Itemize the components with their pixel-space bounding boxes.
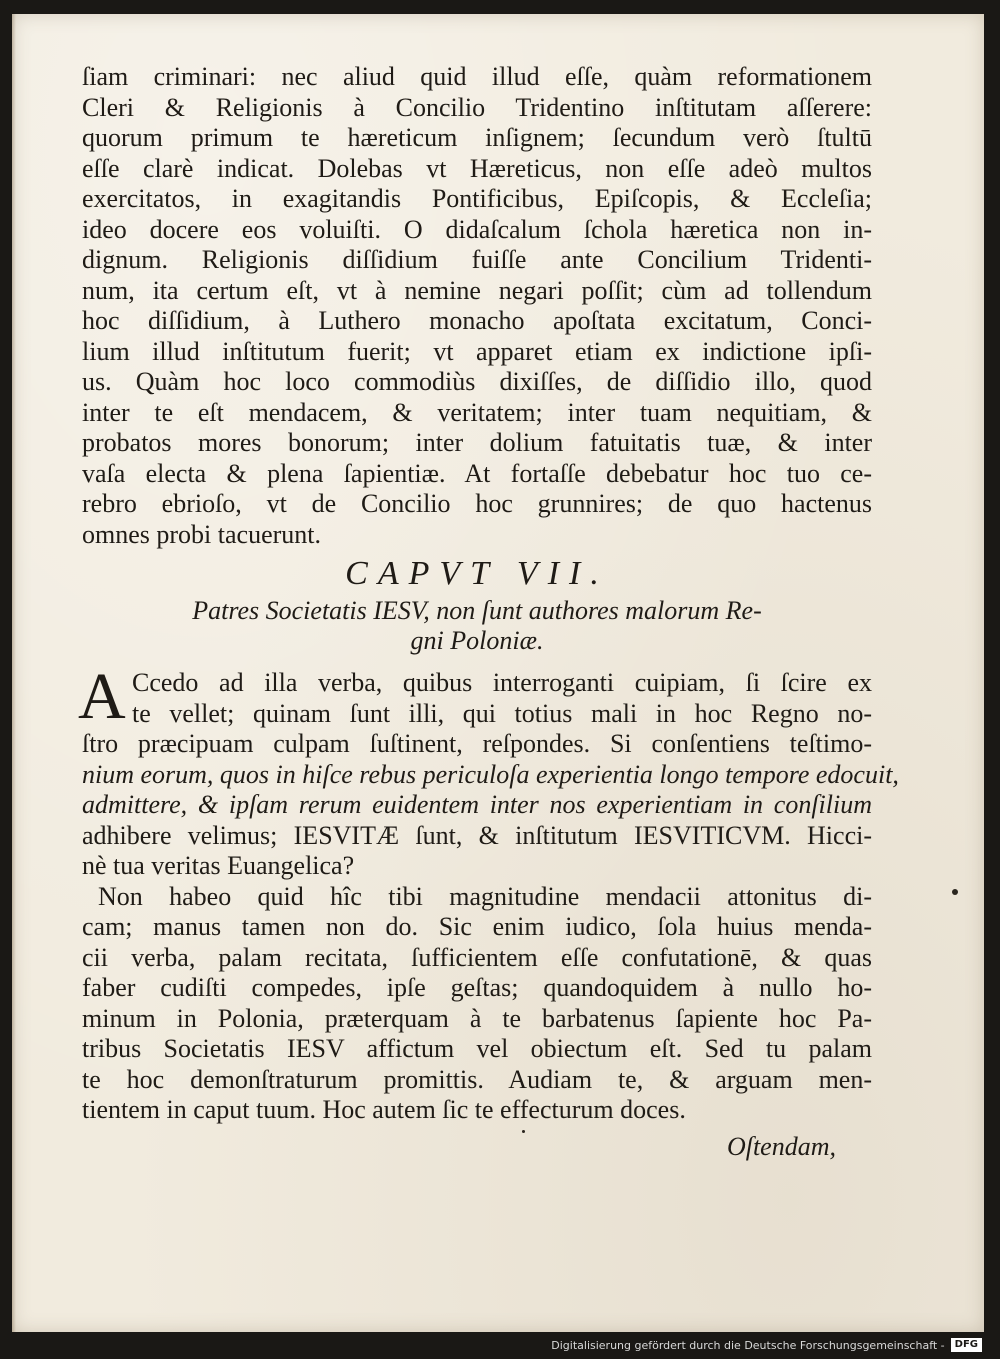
- text-line: probatos mores bonorum; inter dolium fatuitatis tuæ, & inter: [82, 428, 872, 457]
- paragraph-third: [82, 882, 872, 1126]
- footer-credit: Digitalisierung gefördert durch die Deutsche Forschungsgemeinschaft -: [551, 1338, 945, 1352]
- text-line: nè tua veritas Euangelica?: [82, 851, 355, 880]
- chapter-subtitle-line-1: Patres Societatis IESV, non ſunt authores malorum Re-: [192, 596, 762, 625]
- chapter-heading: CAPVT VII.: [345, 555, 609, 592]
- text-line: cam; manus tamen non do. Sic enim iudico, ſola huius menda-: [82, 912, 872, 941]
- text-line: lium illud inſtitutum fuerit; vt apparet etiam ex indictione ipſi-: [82, 336, 872, 366]
- text-line: inter te eſt mendacem, & veritatem; inter tuam nequitiam, &: [82, 397, 872, 427]
- chapter-subtitle-line-2: gni Poloniæ.: [410, 626, 544, 655]
- text-line: vaſa electa & plena ſapientiæ. At fortaſſe debebatur hoc tuo ce-: [82, 458, 872, 488]
- text-line: cii verba, palam recitata, ſufficientem eſſe confutationē, & quas: [82, 942, 872, 972]
- page-left-edge: [12, 14, 16, 1332]
- text-line: omnes probi tacuerunt.: [82, 519, 321, 549]
- text-line: ſtro præcipuam culpam ſuſtinent, reſpondes. Si conſentiens teſtimo-: [82, 729, 872, 758]
- paragraph-top: [82, 62, 872, 550]
- text-line: admittere, & ipſam rerum euidentem inter nos experientiam in conſilium: [82, 790, 872, 819]
- page-text: [78, 62, 899, 1126]
- text-line: exercitatos, in exagitandis Pontificibus, Epiſcopis, & Eccleſia;: [82, 184, 872, 213]
- dfg-logo: DFG: [951, 1338, 982, 1352]
- text-line: faber cudiſti compedes, ipſe geſtas; quandoquidem à nullo ho-: [82, 973, 872, 1002]
- text-line: nium eorum, quos in hiſce rebus periculoſa experientia longo tempore edocuit,: [82, 759, 899, 789]
- ink-spot: [522, 1130, 525, 1133]
- book-page: [12, 14, 984, 1332]
- text-line: adhibere velimus; IESVITÆ ſunt, & inſtitutum IESVITICVM. Hicci-: [82, 820, 872, 850]
- text-line: num, ita certum eſt, vt à nemine negari poſſit; cùm ad tollendum: [82, 275, 872, 305]
- text-line: dignum. Religionis diſſidium fuiſſe ante Concilium Tridenti-: [82, 245, 872, 274]
- text-line: minum in Polonia, præterquam à te barbatenus ſapiente hoc Pa-: [82, 1003, 872, 1033]
- text-line: te hoc demonſtraturum promittis. Audiam te, & arguam men-: [82, 1064, 872, 1094]
- ink-spot: [952, 889, 958, 895]
- text-line: ideo docere eos voluiſti. O didaſcalum ſchola hæretica non in-: [82, 214, 872, 244]
- text-line: tientem in caput tuum. Hoc autem ſic te effecturum doces.: [82, 1095, 686, 1124]
- text-line: hoc diſſidium, à Luthero monacho apoſtata excitatum, Conci-: [82, 306, 872, 335]
- text-line: rebro ebrioſo, vt de Concilio hoc grunnires; de quo hactenus: [82, 489, 872, 518]
- paragraph-second: [78, 660, 899, 882]
- text-line: Ccedo ad illa verba, quibus interroganti cuipiam, ſi ſcire ex: [132, 668, 872, 697]
- text-line: tribus Societatis IESV affictum vel obiectum eſt. Sed tu palam: [82, 1034, 872, 1063]
- text-line: Non habeo quid hîc tibi magnitudine mendacii attonitus di-: [98, 881, 872, 911]
- text-line: quorum primum te hæreticum inſignem; ſecundum verò ſtultū: [82, 123, 872, 152]
- text-line: eſſe clarè indicat. Dolebas vt Hæreticus, non eſſe adeò multos: [82, 153, 872, 183]
- catchword: Oſtendam,: [726, 1132, 836, 1161]
- digitization-footer: [551, 1335, 982, 1355]
- text-line: ſiam criminari: nec aliud quid illud eſſe, quàm reformationem: [82, 62, 872, 91]
- drop-cap: A: [78, 660, 126, 733]
- text-line: us. Quàm hoc loco commodiùs dixiſſes, de diſſidio illo, quod: [82, 367, 872, 396]
- text-line: te vellet; quinam ſunt illi, qui totius mali in hoc Regno no-: [132, 698, 872, 728]
- text-line: Cleri & Religionis à Concilio Tridentino inſtitutam aſſerere:: [82, 92, 872, 122]
